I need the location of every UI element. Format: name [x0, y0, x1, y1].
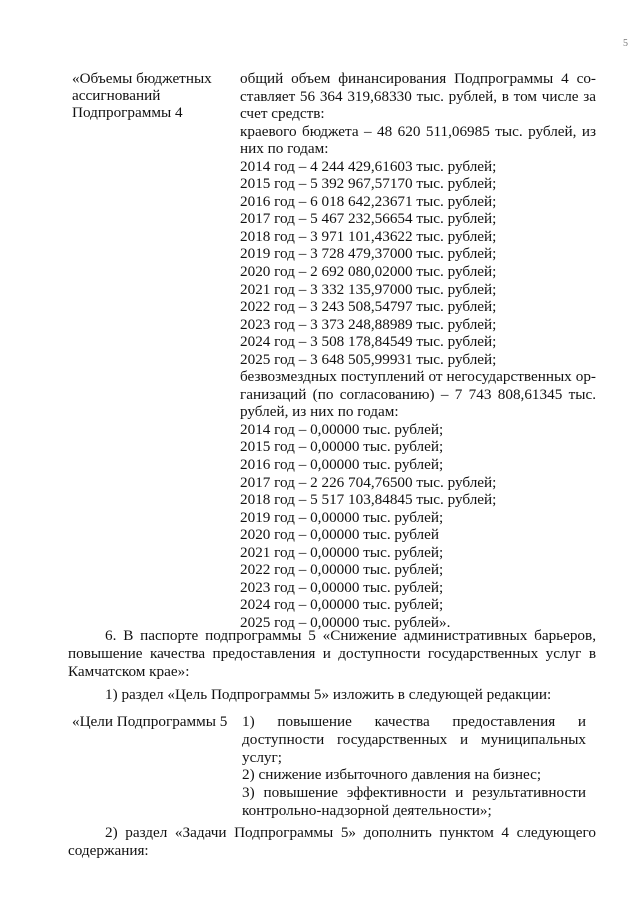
- subitem-2-paragraph: [68, 824, 596, 860]
- goals-label: [72, 713, 242, 730]
- nongov-year-line: 2022 год – 0,00000 тыс. рублей;: [240, 561, 444, 579]
- regional-year-line: 2016 год – 6 018 642,23671 тыс. рублей;: [240, 192, 497, 210]
- nongov-year-line: 2025 год – 0,00000 тыс. рублей».: [240, 613, 451, 631]
- budget-label: [72, 70, 242, 121]
- goals-label-line: «Цели Подпрограммы 5: [72, 713, 228, 730]
- subitem-2-line: содержания:: [68, 842, 149, 860]
- goal-line: 1) повышение качества предоставления и: [242, 713, 586, 730]
- nongov-year-line: 2018 год – 5 517 103,84845 тыс. рублей;: [240, 491, 497, 509]
- budget-intro-line: счет средств:: [240, 105, 325, 123]
- regional-year-line: 2023 год – 3 373 248,88989 тыс. рублей;: [240, 315, 497, 333]
- item-6-line: повышение качества предоставления и доступности государственных услуг в: [68, 645, 596, 663]
- nongov-year-line: 2019 год – 0,00000 тыс. рублей;: [240, 508, 444, 526]
- regional-year-line: 2021 год – 3 332 135,97000 тыс. рублей;: [240, 280, 497, 298]
- nongov-year-line: 2015 год – 0,00000 тыс. рублей;: [240, 438, 444, 456]
- regional-year-line: 2024 год – 3 508 178,84549 тыс. рублей;: [240, 333, 497, 351]
- regional-year-line: 2022 год – 3 243 508,54797 тыс. рублей;: [240, 298, 497, 316]
- regional-year-line: 2018 год – 3 971 101,43622 тыс. рублей;: [240, 227, 497, 245]
- budget-label-line: «Объемы бюджетных: [72, 70, 212, 87]
- budget-intro-line: ставляет 56 364 319,68330 тыс. рублей, в том числе за: [240, 87, 596, 105]
- regional-year-line: 2017 год – 5 467 232,56654 тыс. рублей;: [240, 210, 497, 228]
- regional-year-line: 2025 год – 3 648 505,99931 тыс. рублей;: [240, 350, 497, 368]
- nongov-year-line: 2017 год – 2 226 704,76500 тыс. рублей;: [240, 473, 497, 491]
- nongov-line: ганизаций (по согласованию) – 7 743 808,61345 тыс.: [240, 385, 596, 403]
- budget-intro-line: общий объем финансирования Подпрограммы 4 со-: [240, 70, 596, 87]
- nongov-year-line: 2016 год – 0,00000 тыс. рублей;: [240, 456, 444, 474]
- nongov-line: безвозмездных поступлений от негосударственных ор-: [240, 368, 596, 386]
- goal-line: доступности государственных и муниципальных: [242, 730, 586, 748]
- nongov-year-line: 2024 год – 0,00000 тыс. рублей;: [240, 596, 444, 614]
- subitem-2-line: 2) раздел «Задачи Подпрограммы 5» дополнить пунктом 4 следующего: [105, 824, 596, 841]
- budget-text: [240, 70, 596, 632]
- budget-label-line: Подпрограммы 4: [72, 104, 183, 121]
- page-corner-mark: 5: [623, 38, 628, 49]
- regional-year-line: 2014 год – 4 244 429,61603 тыс. рублей;: [240, 157, 497, 175]
- item-6-line: 6. В паспорте подпрограммы 5 «Снижение административных барьеров,: [105, 627, 596, 644]
- regional-year-line: 2019 год – 3 728 479,37000 тыс. рублей;: [240, 245, 497, 263]
- goal-line: услуг;: [242, 748, 282, 766]
- goal-line: 2) снижение избыточного давления на бизнес;: [242, 766, 542, 784]
- nongov-line: рублей, из них по годам:: [240, 403, 399, 421]
- nongov-year-line: 2020 год – 0,00000 тыс. рублей: [240, 526, 440, 544]
- nongov-year-line: 2021 год – 0,00000 тыс. рублей;: [240, 543, 444, 561]
- goal-line: 3) повышение эффективности и результативности: [242, 784, 586, 802]
- regional-year-line: 2015 год – 5 392 967,57170 тыс. рублей;: [240, 175, 497, 193]
- regional-budget-line: них по годам:: [240, 140, 329, 158]
- nongov-year-line: 2014 год – 0,00000 тыс. рублей;: [240, 420, 444, 438]
- nongov-year-line: 2023 год – 0,00000 тыс. рублей;: [240, 578, 444, 596]
- regional-budget-line: краевого бюджета – 48 620 511,06985 тыс. рублей, из: [240, 122, 596, 140]
- budget-label-line: ассигнований: [72, 87, 161, 104]
- subitem-1: 1) раздел «Цель Подпрограммы 5» изложить в следующей редакции:: [105, 686, 552, 703]
- goals-text: [242, 713, 586, 820]
- item-6-paragraph: [68, 627, 596, 682]
- goal-line: контрольно-надзорной деятельности»;: [242, 801, 492, 819]
- regional-year-line: 2020 год – 2 692 080,02000 тыс. рублей;: [240, 263, 497, 281]
- item-6-line: Камчатском крае»:: [68, 663, 190, 681]
